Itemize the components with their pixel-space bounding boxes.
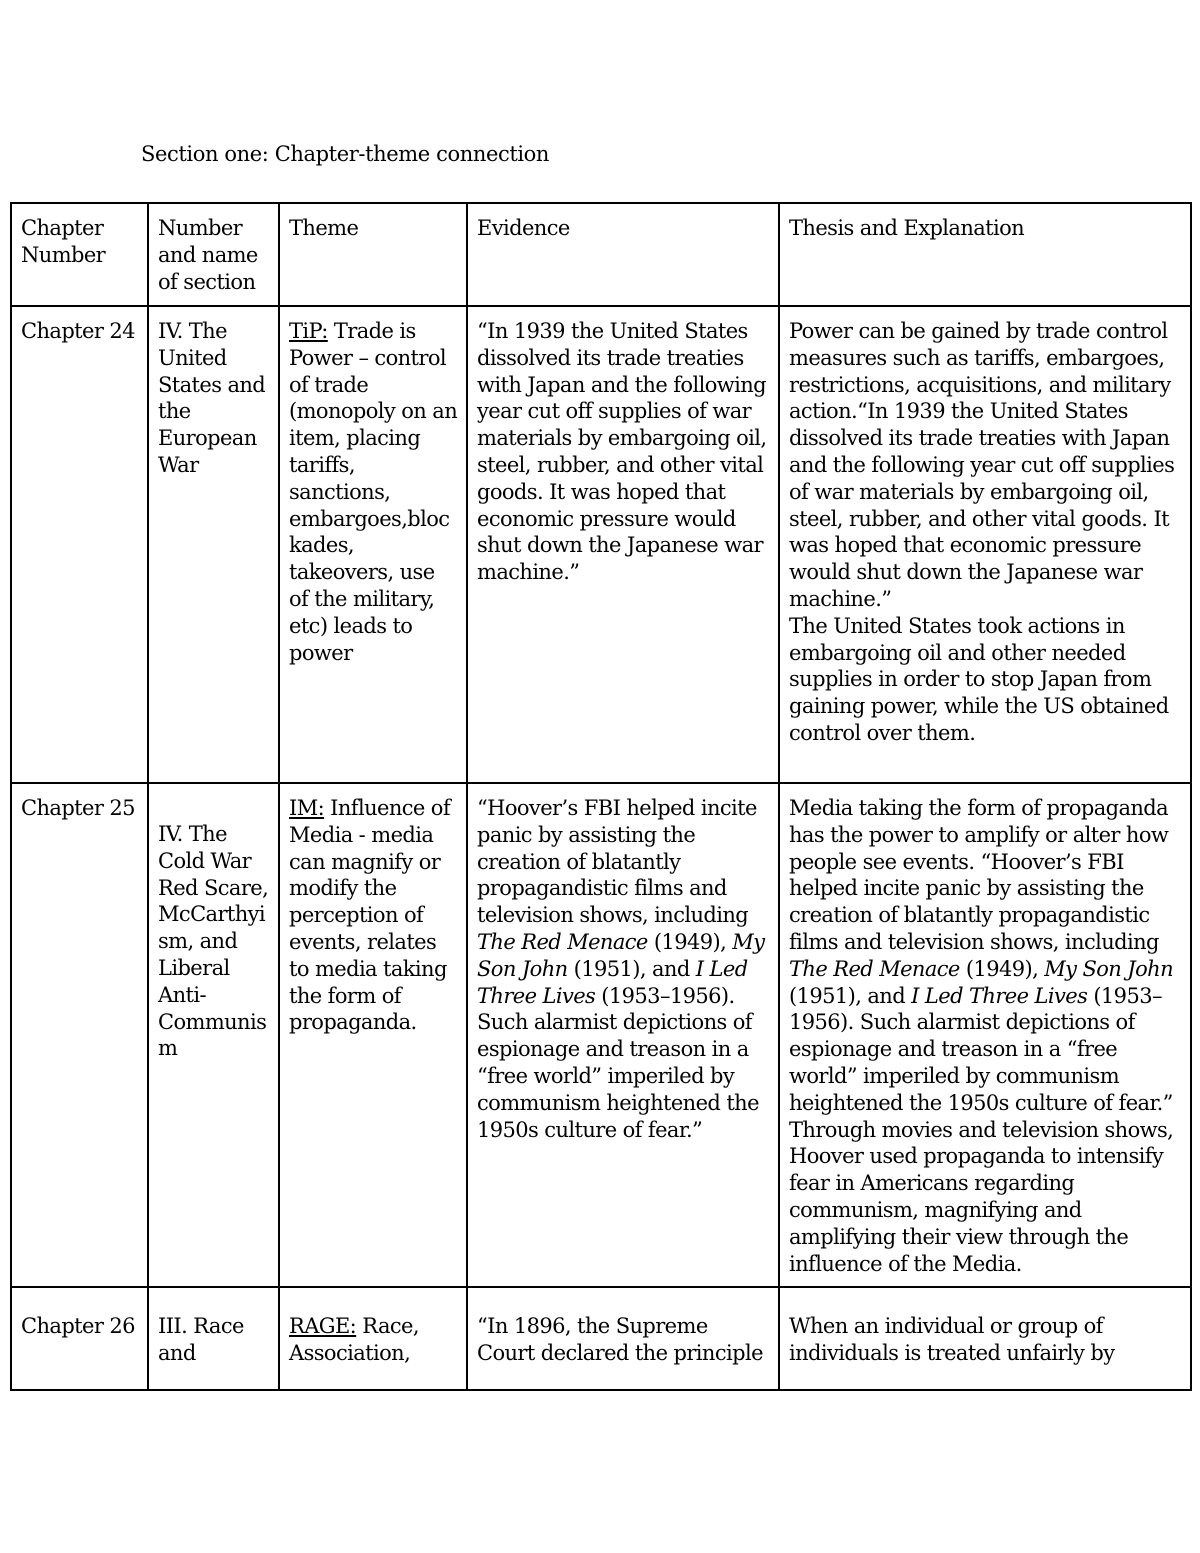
thesis-text: (1953–1956). Such alarmist depictions of espionage and treason in a “free world” imperiled by communism heightened the 1950s culture of fear.” Through movies and television shows, Hoover used propaganda to intensify fear in Americans regarding communism, magnifying and amplifying their view through the influence of the Media. (789, 983, 1174, 1276)
evidence-text: “In 1896, the Supreme Court declared the principle (477, 1314, 763, 1365)
film-title: The Red Menace (789, 956, 960, 981)
chapter-cell (11, 783, 148, 1287)
thesis-text: Media taking the form of propaganda has the power to amplify or alter how people see events. “Hoover’s FBI helped incite panic by assisting the creation of blatantly propagandistic films and television shows, including (789, 796, 1169, 954)
film-title: I Led Three Lives (911, 983, 1088, 1008)
evidence-cell (467, 783, 779, 1287)
evidence-text: (1953–1956). Such alarmist depictions of espionage and treason in a “free world” imperiled by communism heightened the 1950s culture of fear.” (477, 983, 759, 1142)
thesis-cell (779, 306, 1191, 783)
evidence-text: “Hoover’s FBI helped incite panic by assisting the creation of blatantly propagandistic films and television shows, including (477, 796, 757, 928)
chapter-cell (11, 1287, 148, 1390)
film-title: The Red Menace (477, 929, 648, 954)
film-title: My Son John (1044, 956, 1174, 981)
table-row (11, 306, 1191, 783)
thesis-cell (779, 1287, 1191, 1390)
header-section-name: Number and name of section (148, 203, 279, 306)
chapter-label: Chapter 26 (21, 1314, 135, 1338)
theme-abbreviation: RAGE: (289, 1314, 357, 1338)
section-label: IV. The Cold War Red Scare, McCarthyism, and Liberal Anti-Communism (158, 822, 269, 1061)
chapter-label: Chapter 24 (21, 319, 135, 343)
thesis-text: When an individual or group of individuals is treated unfairly by (789, 1314, 1115, 1365)
film-title: I Led Three Lives (477, 956, 748, 1008)
header-chapter-number: Chapter Number (11, 203, 148, 306)
theme-abbreviation: TiP: (289, 319, 328, 343)
thesis-paragraph: The United States took actions in embargoing oil and other needed supplies in order to stop Japan from gaining power, while the US obtained control over them. (789, 613, 1169, 745)
theme-description: Trade is Power – control of trade (monopoly on an item, placing tariffs, sanctions, embargoes,blockades, takeovers, use of the military, etc) leads to power (289, 319, 458, 665)
header-evidence: Evidence (467, 203, 779, 306)
section-cell: IV. The United States and the European War (148, 306, 279, 783)
theme-abbreviation: IM: (289, 796, 325, 820)
table-header-row (11, 203, 1191, 306)
section-label: III. Race and (158, 1314, 244, 1365)
thesis-paragraph: Power can be gained by trade control measures such as tariffs, embargoes, restrictions, acquisitions, and military action.“In 1939 the United States dissolved its trade treaties with Japan and the following year cut off supplies of war materials by embargoing oil, steel, rubber, and other vital goods. It was hoped that economic pressure would shut down the Japanese war machine.” (789, 319, 1175, 611)
thesis-text: (1949), (959, 956, 1045, 981)
evidence-cell: “In 1939 the United States dissolved its trade treaties with Japan and the following year cut off supplies of war materials by embargoing oil, steel, rubber, and other vital goods. It was hoped that economic pressure would shut down the Japanese war machine.” (467, 306, 779, 783)
section-cell (148, 783, 279, 1287)
theme-description: Race, Association, (289, 1314, 419, 1365)
table-row (11, 783, 1191, 1287)
thesis-text: (1951), and (789, 983, 912, 1008)
section-cell (148, 1287, 279, 1390)
header-theme: Theme (279, 203, 467, 306)
header-thesis-explanation: Thesis and Explanation (779, 203, 1191, 306)
chapter-cell (11, 306, 148, 783)
thesis-cell (779, 783, 1191, 1287)
table-row (11, 1287, 1191, 1390)
theme-cell (279, 783, 467, 1287)
evidence-cell (467, 1287, 779, 1390)
evidence-text: (1949), (647, 929, 733, 954)
evidence-text: (1951), and (567, 956, 696, 981)
theme-cell (279, 1287, 467, 1390)
film-title: My Son John (477, 929, 765, 981)
chapter-label: Chapter 25 (21, 796, 135, 820)
section-title: Section one: Chapter-theme connection (141, 142, 550, 166)
theme-description: Influence of Media - media can magnify or modify the perception of events, relates to media taking the form of propaganda. (289, 796, 451, 1035)
theme-cell (279, 306, 467, 783)
chapter-theme-table (10, 202, 1192, 1391)
